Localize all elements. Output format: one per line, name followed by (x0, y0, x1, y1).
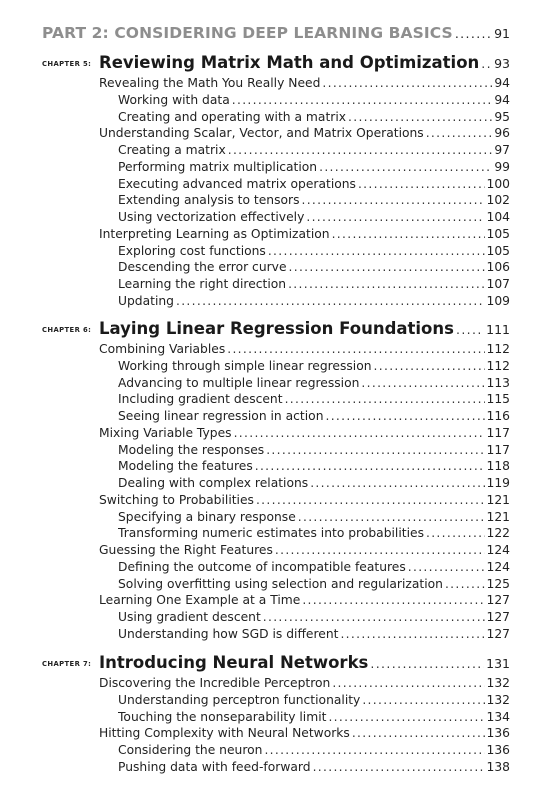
entry-page-number: 118 (486, 459, 510, 474)
chapter-label: CHAPTER 6: (42, 326, 92, 334)
entry-page-number: 106 (486, 260, 510, 275)
subsection-entry (118, 510, 510, 527)
entry-title: Learning the right direction (118, 277, 287, 291)
chapter-page-number: 131 (486, 656, 510, 671)
entry-title: Considering the neuron (118, 743, 263, 757)
entry-title: Creating and operating with a matrix (118, 109, 347, 124)
section-entry (99, 676, 510, 693)
entry-page-number: 94 (494, 76, 510, 90)
entry-page-number: 94 (494, 92, 510, 107)
subsection-entry (118, 110, 510, 127)
entry-page-number: 132 (486, 676, 510, 690)
entry-title: Touching the nonseparability limit (118, 709, 327, 724)
entry-page-number: 121 (486, 492, 510, 507)
entry-page-number: 136 (486, 726, 510, 741)
chapter-title: Introducing Neural Networks (99, 653, 369, 672)
entry-page-number: 105 (486, 243, 510, 258)
chapter-title: Laying Linear Regression Foundations (99, 319, 454, 338)
leader-dots (266, 443, 484, 457)
entry-title: Defining the outcome of incompatible features (118, 559, 406, 574)
section-entry (99, 493, 510, 510)
leader-dots (481, 56, 492, 71)
subsection-entry (118, 277, 510, 294)
subsection-entry (118, 260, 510, 277)
subsection-entry (118, 93, 510, 110)
entry-title: Guessing the Right Features (99, 543, 273, 557)
entry-title: Modeling the responses (118, 442, 265, 457)
entry-title: Revealing the Math You Really Need (99, 76, 321, 90)
entry-title: Understanding perceptron functionality (118, 692, 361, 707)
entry-title: Switching to Probabilities (99, 492, 254, 507)
entry-title: Advancing to multiple linear regression (118, 375, 360, 390)
entry-title: Descending the error curve (118, 260, 287, 275)
leader-dots (228, 143, 493, 157)
entry-page-number: 138 (486, 759, 510, 774)
entry-page-number: 95 (494, 109, 510, 124)
section-entry (99, 543, 510, 560)
entry-title: Mixing Variable Types (99, 425, 232, 440)
entry-title: Pushing data with feed-forward (118, 759, 311, 774)
subsection-entry (118, 160, 510, 177)
entry-page-number: 117 (486, 442, 510, 457)
entry-title: Discovering the Incredible Perceptron (99, 676, 331, 690)
entry-title: Seeing linear regression in action (118, 409, 324, 423)
leader-dots (227, 342, 484, 356)
part-page-number: 91 (494, 26, 510, 41)
subsection-entry (118, 359, 510, 376)
leader-dots (302, 593, 484, 607)
section-entry (99, 726, 510, 743)
entry-page-number: 127 (486, 626, 510, 641)
leader-dots (275, 543, 485, 557)
leader-dots (289, 260, 485, 274)
leader-dots (234, 426, 485, 440)
subsection-entry (118, 409, 510, 426)
part-heading (42, 24, 510, 46)
leader-dots (374, 359, 485, 373)
entry-page-number: 107 (486, 277, 510, 291)
entry-title: Understanding how SGD is different (118, 626, 339, 641)
leader-dots (456, 322, 484, 337)
subsection-entry (118, 743, 510, 760)
entry-title: Dealing with complex relations (118, 476, 309, 490)
entry-title: Performing matrix multiplication (118, 159, 318, 174)
entry-page-number: 104 (486, 210, 510, 224)
leader-dots (370, 656, 484, 671)
leader-dots (361, 376, 484, 390)
leader-dots (306, 210, 484, 224)
subsection-entry (118, 177, 510, 194)
section-entry (99, 126, 510, 143)
section-entry (99, 426, 510, 443)
entry-title: Using gradient descent (118, 610, 261, 624)
entry-title: Solving overfitting using selection and regularization (118, 576, 443, 591)
leader-dots (285, 392, 485, 406)
entry-page-number: 119 (486, 476, 510, 490)
subsection-entry (118, 577, 510, 594)
entry-page-number: 102 (486, 193, 510, 208)
subsection-entry (118, 392, 510, 409)
chapter-page-number: 93 (494, 56, 510, 71)
entry-page-number: 125 (486, 576, 510, 591)
subsection-entry (118, 244, 510, 261)
entry-page-number: 116 (486, 409, 510, 423)
leader-dots (445, 577, 485, 591)
entry-page-number: 121 (486, 509, 510, 524)
leader-dots (332, 676, 484, 690)
subsection-entry (118, 610, 510, 627)
entry-title: Specifying a binary response (118, 509, 296, 524)
entry-title: Using vectorization effectively (118, 210, 305, 224)
leader-dots (332, 227, 485, 241)
entry-title: Including gradient descent (118, 392, 283, 407)
entry-title: Modeling the features (118, 459, 253, 474)
entry-page-number: 122 (486, 526, 510, 541)
chapter-label: CHAPTER 7: (42, 660, 92, 668)
part-title: PART 2: CONSIDERING DEEP LEARNING BASICS (42, 24, 453, 42)
leader-dots (322, 76, 492, 90)
leader-dots (348, 110, 492, 124)
section-entry (99, 593, 510, 610)
entry-page-number: 112 (486, 358, 510, 373)
subsection-entry (118, 627, 510, 644)
leader-dots (268, 244, 485, 258)
leader-dots (176, 294, 485, 308)
subsection-entry (118, 294, 510, 311)
leader-dots (313, 760, 485, 774)
leader-dots (256, 493, 485, 507)
section-entry (99, 342, 510, 359)
leader-dots (298, 510, 485, 524)
entry-title: Updating (118, 293, 174, 308)
entry-page-number: 136 (486, 743, 510, 757)
chapter-page-number: 111 (486, 322, 510, 337)
leader-dots (340, 627, 484, 641)
entry-page-number: 117 (486, 425, 510, 440)
subsection-entry (118, 693, 510, 710)
entry-page-number: 134 (486, 709, 510, 724)
entry-title: Transforming numeric estimates into probabilities (118, 526, 424, 541)
entry-title: Executing advanced matrix operations (118, 176, 356, 191)
leader-dots (232, 93, 493, 107)
entry-title: Understanding Scalar, Vector, and Matrix Operations (99, 126, 424, 141)
subsection-entry (118, 476, 510, 493)
subsection-entry (118, 760, 510, 777)
leader-dots (301, 193, 484, 207)
leader-dots (310, 476, 484, 490)
subsection-entry (118, 376, 510, 393)
entry-page-number: 100 (486, 176, 510, 191)
subsection-entry (118, 443, 510, 460)
leader-dots (455, 26, 492, 41)
subsection-entry (118, 526, 510, 543)
entry-page-number: 127 (486, 610, 510, 624)
entry-page-number: 115 (486, 392, 510, 407)
entry-page-number: 127 (486, 593, 510, 608)
entry-title: Working through simple linear regression (118, 358, 372, 373)
leader-dots (255, 459, 485, 473)
leader-dots (362, 693, 484, 707)
entry-page-number: 105 (486, 226, 510, 241)
entry-title: Interpreting Learning as Optimization (99, 226, 330, 241)
entry-page-number: 99 (494, 159, 510, 174)
subsection-entry (118, 560, 510, 577)
leader-dots (426, 526, 485, 540)
section-entry (99, 76, 510, 93)
entry-page-number: 132 (486, 692, 510, 707)
subsection-entry (118, 710, 510, 727)
leader-dots (288, 277, 484, 291)
entry-page-number: 97 (494, 143, 510, 157)
section-entry (99, 227, 510, 244)
entry-page-number: 109 (486, 293, 510, 308)
entry-title: Combining Variables (99, 342, 226, 356)
entry-page-number: 113 (486, 375, 510, 390)
leader-dots (328, 710, 484, 724)
subsection-entry (118, 193, 510, 210)
leader-dots (408, 560, 485, 574)
entry-page-number: 124 (486, 559, 510, 574)
subsection-entry (118, 143, 510, 160)
chapter-title: Reviewing Matrix Math and Optimization (99, 53, 480, 72)
leader-dots (264, 743, 484, 757)
subsection-entry (118, 459, 510, 476)
entry-title: Learning One Example at a Time (99, 593, 301, 608)
entry-title: Hitting Complexity with Neural Networks (99, 726, 350, 741)
chapter-label: CHAPTER 5: (42, 60, 92, 68)
entry-title: Exploring cost functions (118, 243, 266, 258)
entry-title: Extending analysis to tensors (118, 193, 300, 208)
entry-page-number: 124 (486, 543, 510, 557)
entry-title: Working with data (118, 92, 230, 107)
leader-dots (319, 160, 492, 174)
entry-title: Creating a matrix (118, 143, 226, 157)
leader-dots (358, 177, 485, 191)
leader-dots (326, 409, 485, 423)
entry-page-number: 96 (494, 126, 510, 141)
entry-page-number: 112 (486, 342, 510, 356)
leader-dots (352, 726, 485, 740)
leader-dots (263, 610, 485, 624)
subsection-entry (118, 210, 510, 227)
leader-dots (426, 126, 493, 140)
